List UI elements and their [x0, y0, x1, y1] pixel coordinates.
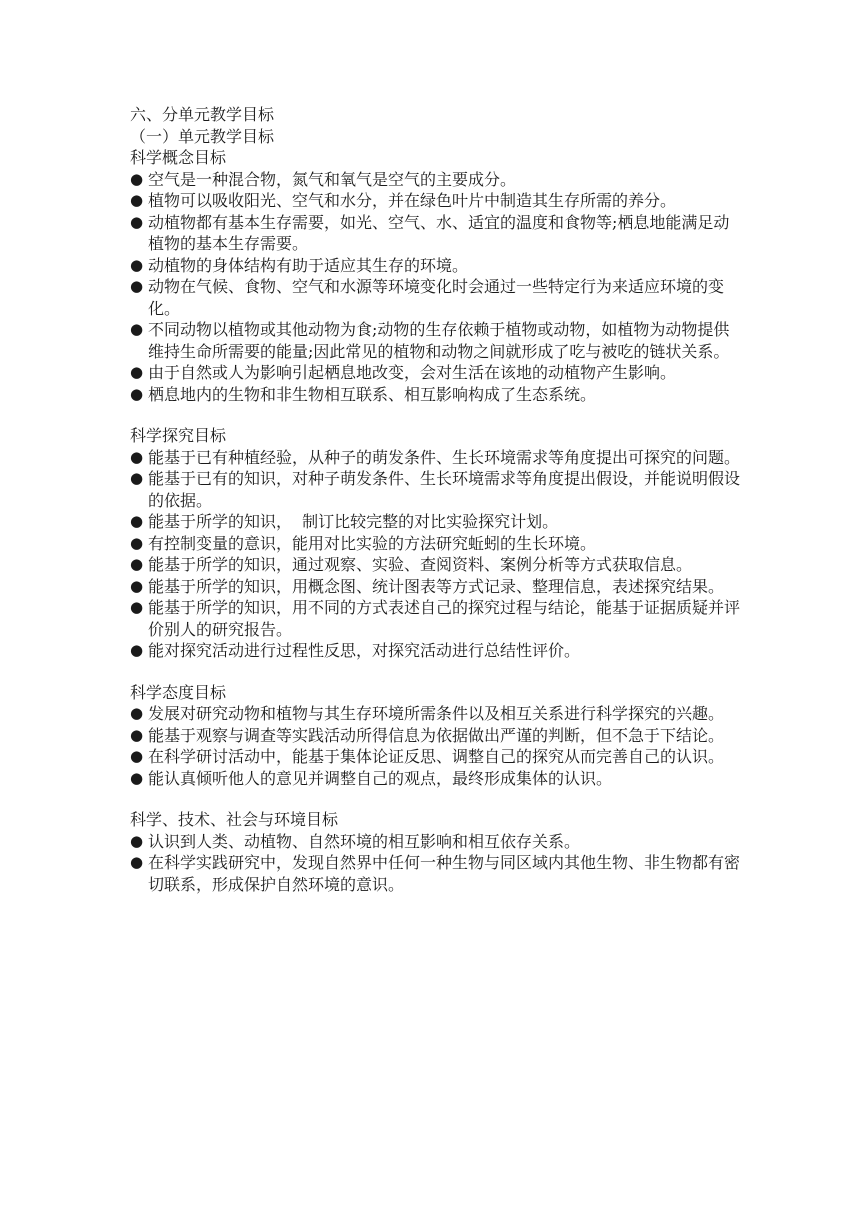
document-page — [130, 104, 740, 895]
list-item: ● 能基于已有种植经验，从种子的萌发条件、生长环境需求等角度提出可探究的问题。 — [130, 447, 740, 469]
list-item: ● 能基于所学的知识，用概念图、统计图表等方式记录、整理信息，表述探究结果。 — [130, 576, 740, 598]
list-item: ● 发展对研究动物和植物与其生存环境所需条件以及相互关系进行科学探究的兴趣。 — [130, 703, 740, 725]
document-title: 六、分单元教学目标 — [130, 105, 275, 124]
list-item: ● 能认真倾听他人的意见并调整自己的观点，最终形成集体的认识。 — [130, 768, 740, 790]
list-item: ● 能基于所学的知识，通过观察、实验、查阅资料、案例分析等方式获取信息。 — [130, 554, 740, 576]
list-item: ● 动植物都有基本生存需要，如光、空气、水、适宜的温度和食物等;栖息地能满足动植物的基本生存需要。 — [130, 212, 740, 255]
list-item: ● 栖息地内的生物和非生物相互联系、相互影响构成了生态系统。 — [130, 384, 740, 406]
list-item: ● 动物在气候、食物、空气和水源等环境变化时会通过一些特定行为来适应环境的变化。 — [130, 276, 740, 319]
section-heading: 科学态度目标 — [130, 682, 227, 702]
section-heading: 科学探究目标 — [130, 426, 227, 445]
list-item: ● 植物可以吸收阳光、空气和水分，并在绿色叶片中制造其生存所需的养分。 — [130, 190, 740, 212]
bullet-list — [130, 703, 740, 789]
section-concept — [130, 147, 740, 405]
bullet-list — [130, 831, 740, 896]
list-item: ● 能基于所学的知识，用不同的方式表述自己的探究过程与结论，能基于证据质疑并评价别人的研究报告。 — [130, 597, 740, 640]
list-item: ● 能对探究活动进行过程性反思，对探究活动进行总结性评价。 — [130, 640, 740, 662]
bullet-list — [130, 447, 740, 662]
list-item: ● 能基于所学的知识， 制订比较完整的对比实验探究计划。 — [130, 511, 740, 533]
list-item: ● 空气是一种混合物，氮气和氧气是空气的主要成分。 — [130, 169, 740, 191]
document-subtitle: （一）单元教学目标 — [130, 126, 275, 146]
section-inquiry — [130, 425, 740, 662]
list-item: ● 由于自然或人为影响引起栖息地改变，会对生活在该地的动植物产生影响。 — [130, 362, 740, 384]
list-item: ● 能基于已有的知识，对种子萌发条件、生长环境需求等角度提出假设，并能说明假设的依据。 — [130, 468, 740, 511]
section-attitude — [130, 682, 740, 790]
list-item: ● 能基于观察与调查等实践活动所得信息为依据做出严谨的判断，但不急于下结论。 — [130, 725, 740, 747]
section-stse — [130, 809, 740, 895]
list-item: ● 不同动物以植物或其他动物为食;动物的生存依赖于植物或动物，如植物为动物提供维持生命所需要的能量;因此常见的植物和动物之间就形成了吃与被吃的链状关系。 — [130, 319, 740, 362]
bullet-list — [130, 169, 740, 406]
list-item: ● 在科学研讨活动中，能基于集体论证反思、调整自己的探究从而完善自己的认识。 — [130, 746, 740, 768]
list-item: ● 在科学实践研究中，发现自然界中任何一种生物与同区域内其他生物、非生物都有密切联系，形成保护自然环境的意识。 — [130, 852, 740, 895]
list-item: ● 认识到人类、动植物、自然环境的相互影响和相互依存关系。 — [130, 831, 740, 853]
list-item: ● 动植物的身体结构有助于适应其生存的环境。 — [130, 255, 740, 277]
section-heading: 科学概念目标 — [130, 148, 227, 167]
section-heading: 科学、技术、社会与环境目标 — [130, 810, 339, 829]
list-item: ● 有控制变量的意识，能用对比实验的方法研究蚯蚓的生长环境。 — [130, 533, 740, 555]
